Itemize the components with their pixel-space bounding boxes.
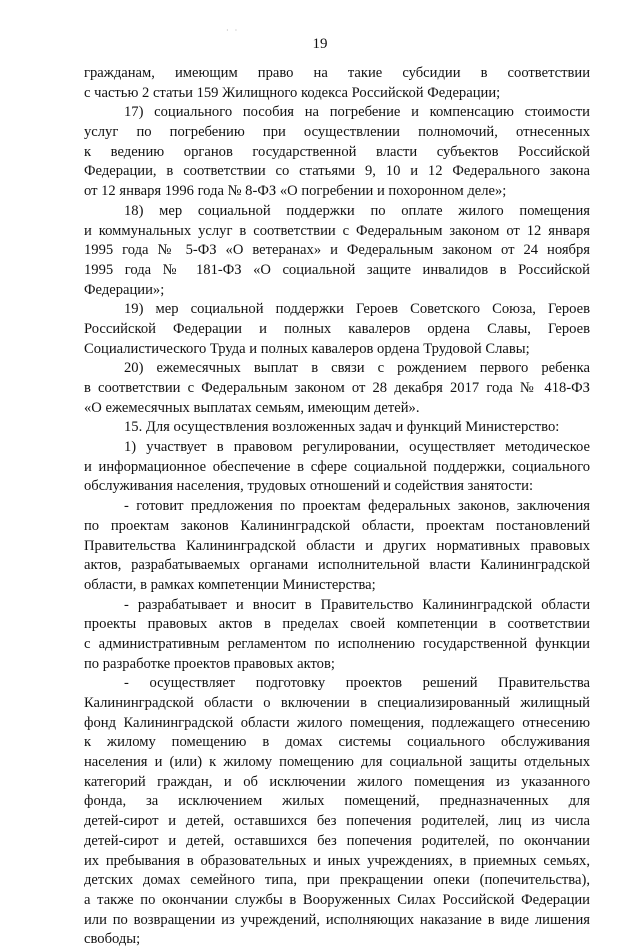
text-line: Федерации, в соответствии со статьями 9, 10 и 12 Федерального закона xyxy=(84,163,590,180)
text-line: актов, разрабатываемых органами исполнительной власти Калининградской xyxy=(84,557,590,574)
text-line: а также по окончании службы в Вооруженных Силах Российской Федерации xyxy=(84,891,590,908)
text-line: 15. Для осуществления возложенных задач и функций Министерство: xyxy=(124,419,560,436)
text-line: по разработке проектов правовых актов; xyxy=(84,655,335,672)
text-line: 19) мер социальной поддержки Героев Советского Союза, Героев xyxy=(124,301,590,318)
text-line: 20) ежемесячных выплат в связи с рождением первого ребенка xyxy=(124,360,590,377)
text-line: 18) мер социальной поддержки по оплате жилого помещения xyxy=(124,202,590,219)
text-line: 1995 года № 181-ФЗ «О социальной защите инвалидов в Российской xyxy=(84,261,590,278)
text-line: услуг по погребению при осуществлении полномочий, отнесенных xyxy=(84,124,590,141)
text-line: 17) социального пособия на погребение и компенсацию стоимости xyxy=(124,104,590,121)
text-line: Калининградской области о включении в специализированный жилищный xyxy=(84,695,590,711)
text-line: в соответствии с Федеральным законом от 28 декабря 2017 года № 418-ФЗ xyxy=(84,380,590,396)
document-body xyxy=(84,64,590,950)
text-line: к жилому помещению в домах системы социального обслуживания xyxy=(84,734,590,751)
text-line: детей-сирот и детей, оставшихся без попечения родителей, по окончании xyxy=(84,832,590,849)
text-line: детских домах семейного типа, при прекращении опеки (попечительства), xyxy=(84,872,590,889)
text-line: по проектам законов Калининградской области, проектам постановлений xyxy=(84,517,590,534)
text-line: проекты правовых актов в пределах своей компетенции в соответствии xyxy=(84,616,590,633)
page-number: 19 xyxy=(312,36,328,52)
text-line: Российской Федерации и полных кавалеров ордена Славы, Героев xyxy=(84,320,590,337)
text-line: и информационное обеспечение в сфере социальной поддержки, социального xyxy=(84,458,590,475)
text-line: Федерации»; xyxy=(84,281,165,298)
text-line: фонд Калининградской области жилого помещения, подлежащего отнесению xyxy=(84,714,590,731)
text-line: «О ежемесячных выплатах семьям, имеющим детей». xyxy=(84,399,420,416)
text-line: гражданам, имеющим право на такие субсидии в соответствии xyxy=(84,65,590,81)
text-line: или по возвращении из учреждений, исполняющих наказание в виде лишения xyxy=(84,911,590,928)
scan-artifact-dots: · · xyxy=(226,26,240,35)
text-line: - разрабатывает и вносит в Правительство Калининградской области xyxy=(124,596,590,613)
text-line: 1995 года № 5-ФЗ «О ветеранах» и Федеральным законом от 24 ноября xyxy=(84,242,590,259)
text-line: и коммунальных услуг в соответствии с Федеральным законом от 12 января xyxy=(84,222,590,239)
text-line: 1) участвует в правовом регулировании, осуществляет методическое xyxy=(124,439,590,456)
text-line: фонда, за исключением жилых помещений, предназначенных для xyxy=(84,793,590,810)
text-line: к ведению органов государственной власти субъектов Российской xyxy=(84,143,590,160)
text-line: обслуживания населения, трудовых отношений и содействия занятости: xyxy=(84,478,533,495)
text-line: - осуществляет подготовку проектов решений Правительства xyxy=(124,675,590,692)
text-line: населения и (или) к жилому помещению для социальной защиты отдельных xyxy=(84,754,590,771)
text-line: свободы; xyxy=(84,931,141,948)
text-line: Социалистического Труда и полных кавалеров ордена Трудовой Славы; xyxy=(84,340,530,357)
text-line: области, в рамках компетенции Министерства; xyxy=(84,576,376,593)
text-line: Правительства Калининградской области и других нормативных правовых xyxy=(84,537,590,554)
text-line: с административным регламентом по исполнению государственной функции xyxy=(84,635,590,652)
text-line: - готовит предложения по проектам федеральных законов, заключения xyxy=(124,498,590,515)
text-line: их пребывания в образовательных и иных учреждениях, в приемных семьях, xyxy=(84,852,590,869)
text-line: с частью 2 статьи 159 Жилищного кодекса Российской Федерации; xyxy=(84,84,501,101)
text-line: детей-сирот и детей, оставшихся без попечения родителей, лиц из числа xyxy=(84,813,590,830)
text-line: от 12 января 1996 года № 8-ФЗ «О погребении и похоронном деле»; xyxy=(84,183,507,200)
text-line: категорий граждан, и об исключении жилого помещения из указанного xyxy=(84,773,590,790)
